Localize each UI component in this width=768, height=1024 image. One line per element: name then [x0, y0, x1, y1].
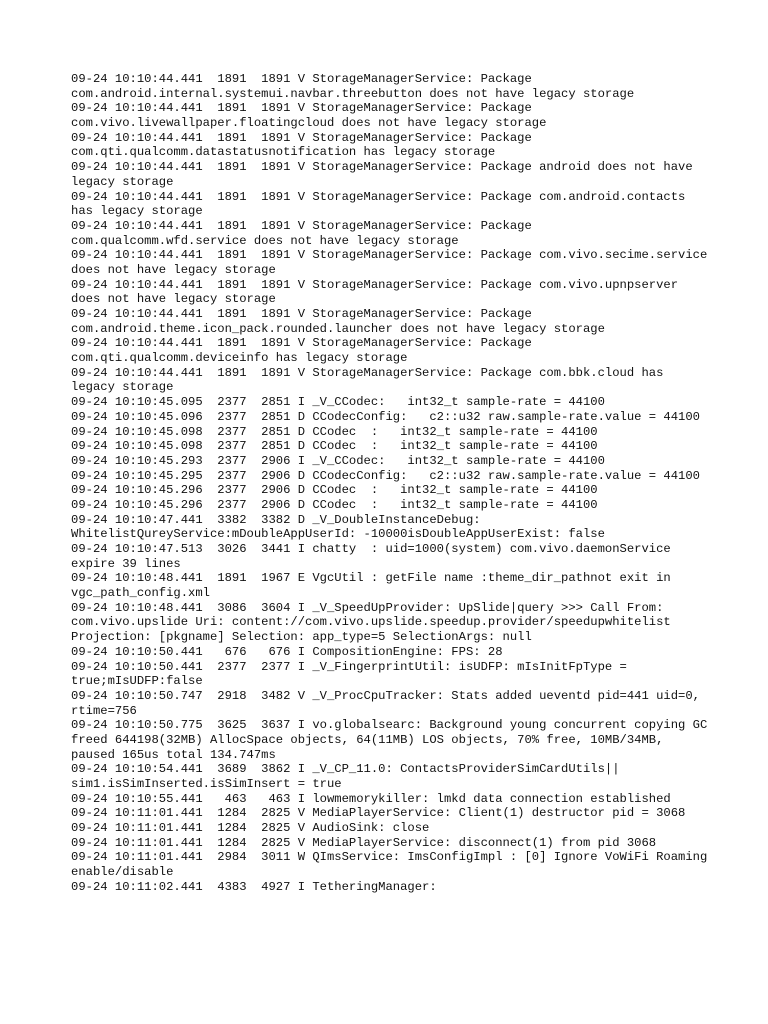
log-line: 09-24 10:11:02.441 4383 4927 I TetheringManager: [71, 879, 437, 894]
log-line: 09-24 10:10:44.441 1891 1891 V StorageManagerService: Package com.android.theme.icon_pack.rounded.launcher does not have legacy storage [71, 307, 605, 336]
log-line: 09-24 10:10:45.296 2377 2906 D CCodec : int32_t sample-rate = 44100 [71, 483, 598, 498]
log-line: 09-24 10:10:50.775 3625 3637 I vo.globalsearc: Background young concurrent copying GC freed 644198(32MB) AllocSpace objects, 64(11MB) LOS objects, 70% free, 10MB/34MB, paused 165us total 134.747ms [71, 718, 715, 762]
log-line: 09-24 10:10:50.747 2918 3482 V _V_ProcCpuTracker: Stats added ueventd pid=441 uid=0, rtime=756 [71, 688, 708, 718]
log-line: 09-24 10:10:45.296 2377 2906 D CCodec : int32_t sample-rate = 44100 [71, 497, 598, 512]
log-line: 09-24 10:10:44.441 1891 1891 V StorageManagerService: Package android does not have legacy storage [71, 160, 700, 189]
log-line: 09-24 10:10:45.295 2377 2906 D CCodecConfig: c2::u32 raw.sample-rate.value = 44100 [71, 468, 700, 483]
log-line: 09-24 10:10:45.098 2377 2851 D CCodec : int32_t sample-rate = 44100 [71, 424, 598, 439]
log-line: 09-24 10:10:48.441 3086 3604 I _V_SpeedUpProvider: UpSlide|query >>> Call From: com.vivo.upslide Uri: content://com.vivo.upslide.speedup.provider/speedupwhitelist Projection: [pkgname] Selection: app_type=5 SelectionArgs: null [71, 600, 679, 645]
log-line: 09-24 10:10:55.441 463 463 I lowmemorykiller: lmkd data connection established [71, 791, 671, 806]
log-line: 09-24 10:10:44.441 1891 1891 V StorageManagerService: Package com.android.contacts has legacy storage [71, 189, 693, 219]
log-line: 09-24 10:10:45.096 2377 2851 D CCodecConfig: c2::u32 raw.sample-rate.value = 44100 [71, 409, 700, 424]
log-line: 09-24 10:10:44.441 1891 1891 V StorageManagerService: Package com.bbk.cloud has legacy storage [71, 365, 671, 395]
log-line: 09-24 10:11:01.441 1284 2825 V MediaPlayerService: disconnect(1) from pid 3068 [71, 835, 657, 850]
log-line: 09-24 10:10:47.441 3382 3382 D _V_DoubleInstanceDebug: WhitelistQureyService:mDoubleAppUserId: -10000isDoubleAppUserExist: false [71, 512, 605, 542]
log-line: 09-24 10:10:47.513 3026 3441 I chatty : uid=1000(system) com.vivo.daemonService expire 39 lines [71, 542, 679, 571]
log-line: 09-24 10:11:01.441 1284 2825 V AudioSink: close [71, 821, 430, 836]
log-line: 09-24 10:10:45.293 2377 2906 I _V_CCodec: int32_t sample-rate = 44100 [71, 453, 605, 468]
log-line: 09-24 10:10:50.441 676 676 I CompositionEngine: FPS: 28 [71, 644, 503, 659]
log-line: 09-24 10:10:50.441 2377 2377 I _V_FingerprintUtil: isUDFP: mIsInitFpType = true;mIsUDFP:false [71, 659, 635, 689]
log-line: 09-24 10:10:44.441 1891 1891 V StorageManagerService: Package com.qualcomm.wfd.service does not have legacy storage [71, 218, 540, 248]
log-line: 09-24 10:10:44.441 1891 1891 V StorageManagerService: Package com.vivo.secime.service does not have legacy storage [71, 248, 715, 277]
log-line: 09-24 10:10:54.441 3689 3862 I _V_CP_11.0: ContactsProviderSimCardUtils|| sim1.isSimInserted.isSimInsert = true [71, 762, 627, 791]
log-line: 09-24 10:10:44.441 1891 1891 V StorageManagerService: Package com.android.internal.systemui.navbar.threebutton does not have legacy storage [71, 72, 635, 101]
log-line: 09-24 10:10:44.441 1891 1891 V StorageManagerService: Package com.vivo.upnpserver does not have legacy storage [71, 277, 686, 307]
log-line: 09-24 10:10:44.441 1891 1891 V StorageManagerService: Package com.vivo.livewallpaper.floatingcloud does not have legacy storage [71, 101, 547, 131]
log-line: 09-24 10:10:48.441 1891 1967 E VgcUtil : getFile name :theme_dir_pathnot exit in vgc_path_config.xml [71, 571, 679, 601]
log-line: 09-24 10:11:01.441 2984 3011 W QImsService: ImsConfigImpl : [0] Ignore VoWiFi Roaming enable/disable [71, 850, 715, 880]
log-line: 09-24 10:11:01.441 1284 2825 V MediaPlayerService: Client(1) destructor pid = 3068 [71, 806, 686, 821]
log-document [71, 72, 715, 895]
log-line: 09-24 10:10:45.095 2377 2851 I _V_CCodec: int32_t sample-rate = 44100 [71, 395, 605, 410]
log-line: 09-24 10:10:44.441 1891 1891 V StorageManagerService: Package com.qti.qualcomm.datastatusnotification has legacy storage [71, 130, 540, 160]
log-line: 09-24 10:10:45.098 2377 2851 D CCodec : int32_t sample-rate = 44100 [71, 439, 598, 454]
log-line: 09-24 10:10:44.441 1891 1891 V StorageManagerService: Package com.qti.qualcomm.deviceinfo has legacy storage [71, 336, 540, 366]
